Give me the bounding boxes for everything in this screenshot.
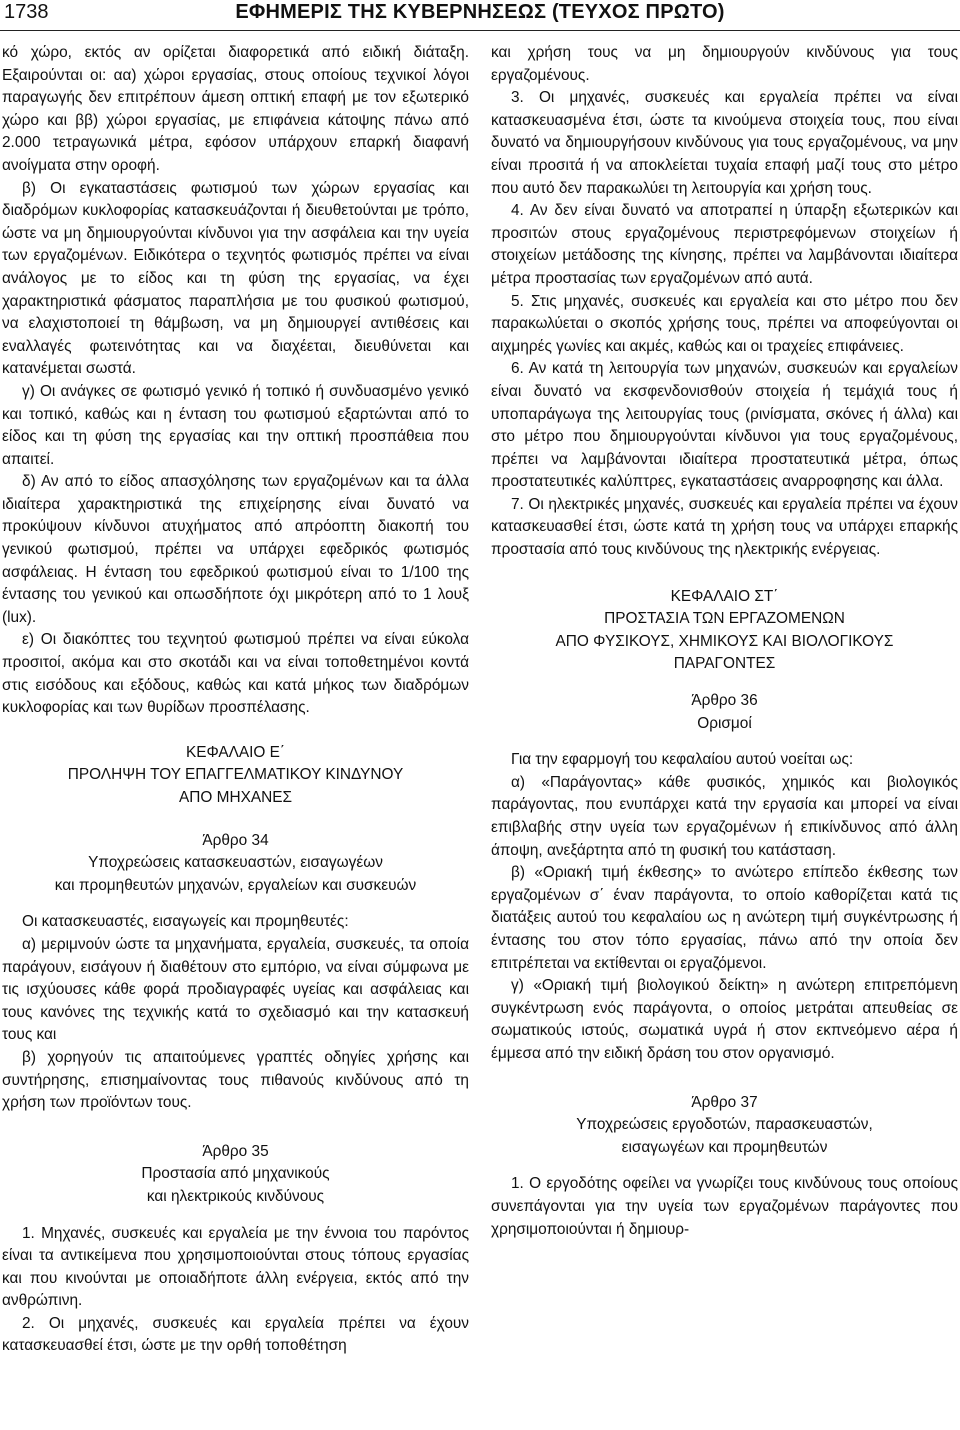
paragraph: 1. Μηχανές, συσκευές και εργαλεία με την έννοια του παρόντος είναι τα αντικείμενα που χρησιμοποιούνται στους τόπους εργασίας και που κινούνται με οποιαδήποτε άλλη ενέργεια, εκτός από την ανθρώπινη. xyxy=(2,1224,469,1310)
page-header xyxy=(0,0,960,26)
paragraph: α) «Παράγοντας» κάθε φυσικός, χημικός και βιολογικός παράγοντας, που ενυπάρχει κατά την εργασία και μπορεί να είναι επιβλαβής στην υγεία των εργαζομένων ή επικίνδυνος από άλλη άποψη, ανεξάρτητα από τη φυσική του κατάσταση. xyxy=(491,773,958,859)
article-37-title: Άρθρο 37 xyxy=(691,1093,758,1111)
paragraph: δ) Αν από το είδος απασχόλησης των εργαζομένων και τα άλλα ιδιαίτερα χαρακτηριστικά της επιχείρησης είναι δυνατό να προκύψουν κίνδυνοι ατυχήματος από απρόοπτη διακοπή του γενικού φωτισμού, πρέπει να υπάρχει εφεδρικός φωτισμός ασφάλειας. Η ένταση του εφεδρικού φωτισμού είναι το 1/100 της έντασης του γενικού και οπωσδήποτε όχι μικρότερη από το 1 λουξ (lux). xyxy=(2,473,469,626)
paragraph: και χρήση τους να μη δημιουργούν κινδύνους για τους εργαζομένους. xyxy=(491,44,958,84)
journal-title: ΕΦΗΜΕΡΙΣ ΤΗΣ ΚΥΒΕΡΝΗΣΕΩΣ (ΤΕΥΧΟΣ ΠΡΩΤΟ) xyxy=(235,1,725,23)
chapter-st-heading: ΚΕΦΑΛΑΙΟ ΣΤ΄ xyxy=(670,587,779,605)
paragraph: 1. Ο εργοδότης οφείλει να γνωρίζει τους κινδύνους τους οποίους συνεπάγονται για την υγεία των εργαζομένων παράγοντες που χρησιμοποιούνται ή δημιουρ- xyxy=(491,1175,958,1238)
article-37-subtitle-cont: εισαγωγέων και προμηθευτών xyxy=(621,1138,828,1156)
paragraph: 5. Στις μηχανές, συσκευές και εργαλεία και στο μέτρο που δεν παρακωλύεται ο σκοπός χρήσης τους, πρέπει να αποφεύγονται οι αιχμηρές γωνίες και ακμές, καθώς και οι τραχείες επιφάνειες. xyxy=(491,292,958,355)
article-36-subtitle: Ορισμοί xyxy=(697,714,752,732)
article-36-title: Άρθρο 36 xyxy=(691,692,758,710)
paragraph: 4. Αν δεν είναι δυνατό να αποτραπεί η ύπαρξη εξωτερικών και προσιτών στους εργαζομένους περιστρεφόμενων στοιχείων ή στοιχείων μετάδοσης της κίνησης, πρέπει να λαμβάνονται ιδιαίτερα μέτρα προστασίας των εργαζομένων από αυτά. xyxy=(491,202,958,287)
paragraph: β) Οι εγκαταστάσεις φωτισμού των χώρων εργασίας και διαδρόμων κυκλοφορίας κατασκευάζονται ή διευθετούνται με τρόπο, ώστε να μη δημιουργούνται κίνδυνοι για την ασφάλεια και την υγεία των εργαζομένων. Ειδικότερα ο τεχνητός φωτισμός πρέπει να είναι ανάλογος με το είδος και τη φύση της εργασίας, να έχει χαρακτηριστικά φάσματος παραπλήσια με του φυσικού φωτισμού, να ελαχιστοποιεί τη θάμβωση, να μη δημιουργεί αντιθέσεις και εναλλαγές φωτεινότητας και να διαχέεται, διευθύνεται και κατανέμεται σωστά. xyxy=(2,179,469,378)
article-34-subtitle: Υποχρεώσεις κατασκευαστών, εισαγωγέων xyxy=(88,854,383,872)
article-37-subtitle: Υποχρεώσεις εργοδοτών, παρασκευαστών, xyxy=(576,1116,873,1134)
article-35-subtitle: Προστασία από μηχανικούς xyxy=(141,1165,330,1183)
chapter-e-title-cont: ΑΠΟ ΜΗΧΑΝΕΣ xyxy=(179,789,292,806)
article-35-subtitle-cont: και ηλεκτρικούς κινδύνους xyxy=(146,1187,325,1205)
paragraph: γ) «Οριακή τιμή βιολογικού δείκτη» η ανώτερη επιτρεπόμενη συγκέντρωση ενός παράγοντα, ο οποίος μετράται απευθείας σε σωματικούς ιστούς, σωματικά υγρά ή στον εκπνεόμενο αέρα ή έμμεσα από την ειδική δράση του στον οργανισμό. xyxy=(491,977,958,1062)
article-34-subtitle-cont: και προμηθευτών μηχανών, εργαλείων και συσκευών xyxy=(54,876,417,894)
header-rule xyxy=(0,30,960,31)
chapter-e-heading: ΚΕΦΑΛΑΙΟ Ε΄ xyxy=(185,743,286,761)
paragraph: Για την εφαρμογή του κεφαλαίου αυτού νοείται ως: xyxy=(511,751,854,769)
paragraph: Οι κατασκευαστές, εισαγωγείς και προμηθευτές: xyxy=(22,913,349,931)
left-column xyxy=(2,42,469,1428)
paragraph: ε) Οι διακόπτες του τεχνητού φωτισμού πρέπει να είναι εύκολα προσιτοί, ακόμα και στο σκοτάδι και να είναι τοποθετημένοι κοντά στις εισόδους και εξόδους, καθώς και κατά μήκος των διαδρόμων κυκλοφορίας και των θυρίδων προσπέλασης. xyxy=(2,631,469,717)
paragraph: κό χώρο, εκτός αν ορίζεται διαφορετικά από ειδική διάταξη. Εξαιρούνται οι: αα) χώροι εργασίας, στους οποίους τεχνικοί λόγοι παραγωγής δεν επιτρέπουν άμεση οπτική επαφή με τον εξωτερικό χώρο και ββ) χώροι εργασίας, με επιφάνεια κάτοψης πάνω από 2.000 τετραγωνικά μέτρα, εφόσον υπάρχουν επαρκή διαφανή ανοίγματα στην οροφή. xyxy=(2,44,469,174)
chapter-e-title: ΠΡΟΛΗΨΗ ΤΟΥ ΕΠΑΓΓΕΛΜΑΤΙΚΟΥ ΚΙΝΔΥΝΟΥ xyxy=(67,766,404,784)
paragraph: 2. Οι μηχανές, συσκευές και εργαλεία πρέπει να έχουν κατασκευασθεί έτσι, ώστε με την ορθή τοποθέτηση xyxy=(2,1314,469,1355)
paragraph: β) χορηγούν τις απαιτούμενες γραπτές οδηγίες χρήσης και συντήρησης, επισημαίνοντας τους πιθανούς κινδύνους από τη χρήση των προϊόντων τους. xyxy=(2,1048,469,1112)
chapter-st-title-end: ΠΑΡΑΓΟΝΤΕΣ xyxy=(673,655,776,673)
paragraph: 6. Αν κατά τη λειτουργία των μηχανών, συσκευών και εργαλείων είναι δυνατό να εκσφενδονισθούν στοιχεία ή τεμάχιά τους ή υποπαράγωγα της λειτουργίας τους (ρινίσματα, σκόνες ή άλλα) και στο μέτρο που δημιουργούνται κίνδυνοι για τους εργαζομένους, πρέπει να λαμβάνονται ιδιαίτερα προστατευτικά μέτρα, όπως προστατευτικές καλύπτρες, εγκαταστάσεις αναρροφησης και άλλα. xyxy=(491,360,958,491)
right-column xyxy=(491,42,958,1428)
article-34-title: Άρθρο 34 xyxy=(202,831,269,849)
chapter-st-title-cont: ΑΠΟ ΦΥΣΙΚΟΥΣ, ΧΗΜΙΚΟΥΣ ΚΑΙ ΒΙΟΛΟΓΙΚΟΥΣ xyxy=(555,632,894,650)
paragraph: γ) Οι ανάγκες σε φωτισμό γενικό ή τοπικό ή συνδυασμένο γενικό και τοπικό, καθώς και η ένταση του φωτισμού εξαρτώνται από το είδος και τη φύση της εργασίας και την οπτική προσπάθεια που απαιτεί. xyxy=(2,382,469,468)
page-number: 1738 xyxy=(4,1,49,23)
paragraph: β) «Οριακή τιμή έκθεσης» το ανώτερο επίπεδο έκθεσης των εργαζομένων σ΄ έναν παράγοντα, το οποίο καθορίζεται κατά τις διατάξεις αυτού του κεφαλαίου ως η ανώτερη τιμή συγκέντρωσης ή έντασης του στον τόπο εργασίας, πάνω από την οποία δεν επιτρέπεται να εκτίθενται οι εργαζόμενοι. xyxy=(491,864,958,972)
paragraph: 3. Οι μηχανές, συσκευές και εργαλεία πρέπει να είναι κατασκευασμένα έτσι, ώστε τα κινούμενα στοιχεία τους, που είναι δυνατό να δημιουργήσουν κινδύνους για τους εργαζομένους, να μην είναι προσιτά ή να αποκλείεται τυχαία επαφή μαζί τους στο μέτρο που αυτό δεν παρακωλύει τη λειτουργία και χρήση τους. xyxy=(491,89,958,197)
paragraph: α) μεριμνούν ώστε τα μηχανήματα, εργαλεία, συσκευές, τα οποία παράγουν, εισάγουν ή διαθέτουν στο εμπόριο, να είναι σύμφωνα με τις ισχύουσες κάθε φορά προδιαγραφές υγείας και ασφάλειας και τους κανόνες της τεχνικής κατά το σχεδιασμό και την κατασκευή τους και xyxy=(2,935,469,1044)
article-35-title: Άρθρο 35 xyxy=(202,1142,269,1160)
chapter-st-title: ΠΡΟΣΤΑΣΙΑ ΤΩΝ ΕΡΓΑΖΟΜΕΝΩΝ xyxy=(604,610,845,628)
paragraph: 7. Οι ηλεκτρικές μηχανές, συσκευές και εργαλεία πρέπει να έχουν κατασκευασθεί έτσι, ώστε κατά τη χρήση τους να υπάρχει επαρκής προστασία από τους κινδύνους της ηλεκτρικής ενέργειας. xyxy=(491,495,958,559)
